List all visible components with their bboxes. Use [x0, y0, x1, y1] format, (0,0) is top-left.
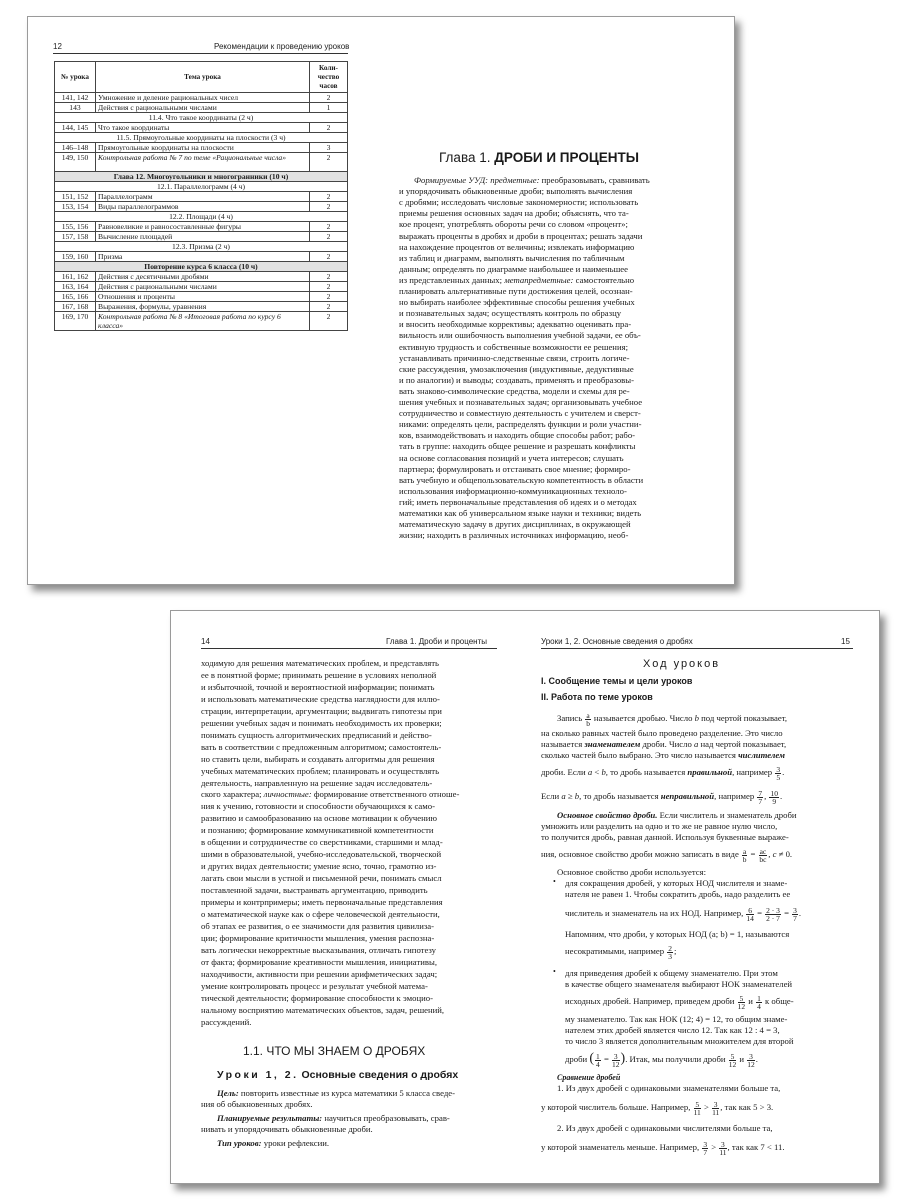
text-line: тать в группе: находить общее решение и разрешать конфликты — [399, 441, 636, 452]
cell-heading: 11.5. Прямоугольные координаты на плоскости (3 ч) — [55, 133, 348, 143]
cell-topic: Что такое координаты — [96, 123, 310, 133]
table-row — [55, 232, 348, 242]
cell-topic: Прямоугольные координаты на плоскости — [96, 143, 310, 153]
comparison-example-1: у которой числитель больше. Например, $\frac{5}{11}$ > $\frac{3}{11}$ , так как 5 > 3. — [541, 1099, 774, 1117]
table-row — [55, 312, 348, 331]
cell-hours: 3 — [310, 143, 348, 153]
cell-topic: Контрольная работа № 8 «Итоговая работа по курсу 6 класса» — [96, 312, 310, 331]
text-line: данным; определять по диаграмме наибольшее и наименьшее — [399, 263, 629, 274]
cell-hours: 2 — [310, 292, 348, 302]
header-rule — [541, 648, 853, 649]
cell-number: 169, 170 — [55, 312, 96, 331]
text-line: партнера; формулировать и отстаивать свое мнение; формиро- — [399, 463, 631, 474]
text-line: об этапах ее развития, о ее значимости для развития цивилиза- — [201, 920, 435, 931]
header-rule — [53, 53, 348, 54]
text-line: на нахождение процентов от величины; извлекать информацию — [399, 241, 635, 252]
text-line: ции; формирование критичности мышления, умения распозна- — [201, 932, 435, 943]
text-line: ее в понятной форме; принимать решение в условиях неполной — [201, 669, 437, 680]
text-line: вать учебную и общепользовательскую компетентность в области — [399, 474, 644, 485]
comparison-rule-2: 2. Из двух дробей с одинаковыми числителями больше та, — [557, 1123, 773, 1133]
cell-hours: 2 — [310, 302, 348, 312]
table-row — [55, 153, 348, 172]
page-12 — [28, 17, 381, 584]
cell-topic: Действия с рациональными числами — [96, 103, 310, 113]
table-row — [55, 143, 348, 153]
cell-topic: Призма — [96, 252, 310, 262]
cell-hours: 2 — [310, 312, 348, 331]
table-row — [55, 222, 348, 232]
text-line: вильность или ошибочность выполнения учебной задачи, ее объ- — [399, 330, 641, 341]
text-line: жизни; находить в различных источниках информацию, необ- — [399, 530, 629, 541]
text-line: с дробями; исследовать числовые закономерности; использовать — [399, 197, 639, 208]
results-line: Планируемые результаты: научиться преобразовывать, срав- — [217, 1113, 450, 1123]
table-section-row — [55, 182, 348, 192]
text-line: вать знаково-символические средства, модели и схемы для ре- — [399, 385, 630, 396]
cell-heading: 12.2. Площади (4 ч) — [55, 212, 348, 222]
proper-fraction-line: дроби. Если a < b, то дробь называется правильной, например $\frac{3}{5}$ . — [541, 764, 785, 782]
cell-heading: 11.4. Что такое координаты (2 ч) — [55, 113, 348, 123]
page-14 — [171, 611, 525, 1183]
top-book-spread — [27, 16, 735, 585]
cell-topic: Параллелограмм — [96, 192, 310, 202]
cell-number: 159, 160 — [55, 252, 96, 262]
text-line: приемы решения основных задач на дроби; объяснять, что та- — [399, 208, 629, 219]
cell-hours: 2 — [310, 202, 348, 212]
text-line: вать в соответствии с предложенным алгоритмом; самостоятель- — [201, 741, 442, 752]
text-line: находчивости, активности при решении арифметических задач; — [201, 968, 438, 979]
text-line: умение контролировать процесс и результат учебной матема- — [201, 980, 428, 991]
cell-hours: 2 — [310, 153, 348, 172]
cell-topic: Действия с десятичными дробями — [96, 272, 310, 282]
cell-heading: Глава 12. Многоугольники и многогранники (10 ч) — [55, 172, 348, 182]
text-line: никами: определять цели, распределять функции и роли участни- — [399, 419, 642, 430]
fraction-a-over-b: $\frac{a}{b}$ — [586, 710, 590, 728]
table-row — [55, 202, 348, 212]
comparison-example-2: у которой знаменатель меньше. Например, $\frac{3}{7}$ > $\frac{3}{11}$ , так как 7 < 11. — [541, 1139, 785, 1157]
reduce-line-1: для сокращения дробей, у которых НОД числителя и знаме- — [565, 878, 788, 888]
text-line: шими в образовательной, учебно-исследовательской, творческой — [201, 849, 442, 860]
basic-property-line-2: умножить или разделить на одно и то же не равное нулю число, — [541, 821, 778, 831]
text-line: ков, взаимодействовать и находить общие способы работ; рабо- — [399, 430, 636, 441]
bullet-icon: • — [553, 877, 556, 886]
table-row — [55, 192, 348, 202]
cell-number: 149, 150 — [55, 153, 96, 172]
text-line: примеры и контрпримеры; иметь первоначальные представления — [201, 897, 443, 907]
cell-topic: Умножение и деление рациональных чисел — [96, 93, 310, 103]
text-line: поставленной задачи, выстраивать аргументацию, приводить — [201, 885, 428, 896]
text-line: ективную трудность и собственные возможности ее решения; — [399, 341, 629, 352]
basic-property-line-1: Основное свойство дроби. Если числитель и знаменатель дроби — [557, 810, 797, 820]
text-line: лагать свои мысли в устной и письменной речи, понимать смысл — [201, 873, 442, 884]
cell-heading: 12.1. Параллелограмм (4 ч) — [55, 182, 348, 192]
text-line: нальному восприятию математических объектов, задач, решений, — [201, 1004, 445, 1015]
text-line: ского характера; личностные: формирование ответственного отноше- — [201, 789, 460, 800]
text-line: понимать сущность алгоритмических предписаний и действо- — [201, 729, 432, 740]
chapter-prefix: Глава 1. — [439, 150, 491, 165]
text-line: решении учебных задач и понимать необходимость их проверки; — [201, 717, 442, 728]
common-denominator-line-7: дроби ( $\frac{1}{4}$ = $\frac{3}{12}$ ). Итак, мы получили дроби $\frac{5}{12}$ и $\frac{3}{12}$ . — [565, 1051, 758, 1069]
text-line: на основе согласования позиций и учета интересов; слушать — [399, 452, 624, 463]
cell-hours: 2 — [310, 222, 348, 232]
text-line: математики как об универсальном языке науки и техники; видеть — [399, 508, 642, 518]
comparison-rule-1: 1. Из двух дробей с одинаковыми знаменателями больше та, — [557, 1083, 781, 1093]
text-line: о математической науке как о сфере человеческой деятельности, — [201, 908, 440, 919]
reduce-line-4: Напомним, что дроби, у которых НОД (a; b) = 1, называются — [565, 929, 790, 939]
table-chapter-row — [55, 262, 348, 272]
table-row — [55, 103, 348, 113]
common-denominator-line-5: нателем этих дробей является число 12. Так как 12 : 4 = 3, — [565, 1025, 780, 1035]
lesson-flow-title: Ход уроков — [643, 658, 721, 670]
text-line: и других видах деятельности; умение ясно, точно, грамотно из- — [201, 861, 437, 872]
section-title: 1.1. ЧТО МЫ ЗНАЕМ О ДРОБЯХ — [243, 1044, 426, 1058]
table-row — [55, 302, 348, 312]
lesson-prefix: Уроки 1, 2. — [217, 1069, 299, 1081]
reduce-line-2: нателя не равен 1. Чтобы сократить дробь, надо разделить ее — [565, 889, 791, 899]
cell-number: 163, 164 — [55, 282, 96, 292]
bottom-book-spread — [170, 610, 880, 1184]
stage-1-heading: I. Сообщение темы и цели уроков — [541, 676, 693, 686]
text-line: сотрудничество и совместную деятельность с учителем и сверст- — [399, 408, 641, 419]
text-line: страции, интерпретации, аргументации; выдвигать гипотезы при — [201, 705, 442, 716]
text-line: ские рассуждения, умозаключения (индуктивные, дедуктивные — [399, 363, 634, 374]
text-line: кое процент, употреблять обороты речи со словом «процент»; — [399, 219, 628, 230]
cell-topic: Виды параллелограммов — [96, 202, 310, 212]
table-row — [55, 272, 348, 282]
page-number: 14 — [201, 637, 210, 646]
cell-hours: 2 — [310, 272, 348, 282]
text-line: и использовать математические средства наглядности для иллю- — [201, 693, 440, 704]
text-line: тической деятельности; формирование способности к эмоцио- — [201, 992, 433, 1003]
property-usage-intro: Основное свойство дроби используется: — [557, 867, 706, 877]
basic-property-line-4: ния, основное свойство дроби можно записать в виде $\frac{a}{b}$ = $\frac{ac}{bc}$ , c ≠ 0. — [541, 846, 793, 864]
stage-2-heading: II. Работа по теме уроков — [541, 692, 653, 702]
cell-hours: 1 — [310, 103, 348, 113]
text-line: и по аналогии) и выводы; создавать, применять и преобразовы- — [399, 374, 634, 385]
improper-fraction-line: Если a ≥ b, то дробь называется неправильной, например $\frac{7}{7}$ , $\frac{10}{9}$ . — [541, 788, 783, 806]
table-section-row — [55, 212, 348, 222]
header-rule — [201, 648, 497, 649]
text-line: из представленных данных; метапредметные: самостоятельно — [399, 274, 635, 285]
table-row — [55, 123, 348, 133]
basic-property-line-3: то получится дробь, равная данной. Используя буквенные выраже- — [541, 832, 789, 842]
text-line: вать логически некорректные высказывания, отличать гипотезу — [201, 944, 437, 955]
text-line: математическую задачу в других дисциплинах, в окружающей — [399, 519, 631, 530]
col-header-hours: Коли- чество часов — [310, 62, 348, 93]
common-denominator-line-3: исходных дробей. Например, приведем дроби $\frac{5}{12}$ и $\frac{1}{4}$ к обще- — [565, 993, 794, 1011]
text-line: планировать альтернативные пути достижения целей, осознан- — [399, 286, 633, 296]
text-line: выражать проценты в дробях и дроби в процентах; решать задачи — [399, 230, 643, 241]
type-line: Тип уроков: уроки рефлексии. — [217, 1138, 330, 1148]
cell-heading: Повторение курса 6 класса (10 ч) — [55, 262, 348, 272]
cell-topic: Контрольная работа № 7 по теме «Рациональные числа» — [96, 153, 310, 172]
cell-number: 153, 154 — [55, 202, 96, 212]
text-line: и познавательных задач; осуществлять контроль по образцу — [399, 308, 622, 319]
definition-line-3: называется знаменателем дроби. Число a над чертой показывает, — [541, 739, 787, 749]
common-denominator-line-4: му знаменателю. Так как НОК (12; 4) = 12, то общим знаме- — [565, 1014, 788, 1024]
page-13 — [381, 17, 734, 584]
definition-line-1: Запись $\frac{a}{b}$ называется дробью. Число b под чертой показывает, — [557, 710, 788, 728]
reduce-line-5: несократимыми, например $\frac{2}{3}$ ; — [565, 943, 677, 961]
text-line: рассуждений. — [201, 1016, 252, 1027]
cell-number: 161, 162 — [55, 272, 96, 282]
page-number: 12 — [53, 42, 62, 51]
definition-line-4: сколько частей было выбрано. Это число называется числителем — [541, 750, 785, 760]
page-number: 15 — [841, 637, 850, 646]
cell-number: 151, 152 — [55, 192, 96, 202]
running-head: Глава 1. Дроби и проценты — [386, 637, 488, 646]
cell-number: 157, 158 — [55, 232, 96, 242]
table-section-row — [55, 133, 348, 143]
text-line: и упорядочивать обыкновенные дроби; выполнять вычисления — [399, 186, 633, 197]
running-head: Уроки 1, 2. Основные сведения о дробях — [541, 637, 693, 646]
text-line: но ставить цели, выбирать и создавать алгоритмы для решения — [201, 753, 435, 764]
goal-line: Цель: повторить известные из курса математики 5 класса сведе- — [217, 1088, 455, 1098]
cell-number: 167, 168 — [55, 302, 96, 312]
cell-heading: 12.3. Призма (2 ч) — [55, 242, 348, 252]
cell-number: 165, 166 — [55, 292, 96, 302]
cell-hours: 2 — [310, 252, 348, 262]
cell-topic: Равновеликие и равносоставленные фигуры — [96, 222, 310, 232]
running-head: Рекомендации к проведению уроков — [214, 42, 350, 51]
text-line: из таблиц и диаграмм, выполнять вычисления по табличным — [399, 252, 625, 263]
lesson-title: Основные сведения о дробях — [301, 1069, 459, 1081]
text-line: от факта; формирование креативности мышления, инициативы, — [201, 956, 437, 967]
cell-topic: Выражения, формулы, уравнения — [96, 302, 310, 312]
cell-number: 141, 142 — [55, 93, 96, 103]
table-row — [55, 93, 348, 103]
chapter-title: ДРОБИ И ПРОЦЕНТЫ — [494, 150, 639, 165]
cell-number: 143 — [55, 103, 96, 113]
common-denominator-line-2: в качестве общего знаменателя выбирают НОК знаменателей — [565, 979, 793, 989]
cell-hours: 2 — [310, 282, 348, 292]
comparison-title: Сравнение дробей — [557, 1073, 621, 1082]
text-line: но выбирать наиболее эффективные способы решения учебных — [399, 297, 635, 308]
text-line: и познанию; формирование коммуникативной компетентности — [201, 825, 434, 836]
col-header-number: № урока — [55, 62, 96, 93]
table-chapter-row — [55, 172, 348, 182]
table-row — [55, 282, 348, 292]
chapter-heading — [439, 150, 639, 165]
cell-number: 144, 145 — [55, 123, 96, 133]
text-line: ходимую для решения математических проблем, и представлять — [201, 658, 439, 668]
text-line: в общении и сотрудничестве со сверстниками, старшими и млад- — [201, 837, 443, 848]
text-line: деятельность, направленную на решение задач исследователь- — [201, 777, 433, 788]
cell-topic: Отношения и проценты — [96, 292, 310, 302]
col-header-topic: Тема урока — [96, 62, 310, 93]
lesson-plan-table — [54, 61, 348, 331]
lesson-heading — [217, 1069, 458, 1081]
text-line: ния к учению, готовности и способности обучающихся к само- — [201, 801, 436, 812]
text-line: учебных математических проблем; планировать и осуществлять — [201, 765, 440, 776]
cell-hours: 2 — [310, 232, 348, 242]
common-denominator-line-1: для приведения дробей к общему знаменателю. При этом — [565, 968, 778, 978]
text-line: шения учебных и познавательных задач; организовывать учебное — [399, 397, 643, 407]
text-line: развитию и самообразованию на основе мотивации к обучению — [201, 813, 437, 824]
table-section-row — [55, 242, 348, 252]
reduce-line-3: числитель и знаменатель на их НОД. Например, $\frac{6}{14}$ = $\frac{2 \cdot 3}{2 \cdot 7}$ = $\frac{3}{7}$ . — [565, 905, 802, 923]
results-line-2: нивать и упорядочивать обыкновенные дроби. — [201, 1124, 373, 1134]
cell-hours: 2 — [310, 123, 348, 133]
text-line: устанавливать причинно-следственные связи, строить логиче- — [399, 352, 630, 363]
text-line: использования информационно-коммуникационных техноло- — [399, 485, 627, 496]
text-line: и вносить необходимые коррективы; адекватно оценивать пра- — [399, 319, 632, 330]
common-denominator-line-6: то число 3 является дополнительным множителем для второй — [565, 1036, 794, 1046]
cell-topic: Вычисление площадей — [96, 232, 310, 242]
bullet-icon: • — [553, 967, 556, 976]
text-line: гий; иметь первоначальные представления об идеях и о методах — [399, 496, 637, 507]
cell-hours: 2 — [310, 93, 348, 103]
table-row — [55, 292, 348, 302]
page-15 — [525, 611, 879, 1183]
table-header-row — [55, 62, 348, 93]
text-line: и избыточной, точной и вероятностной информации; понимать — [201, 681, 435, 692]
table-section-row — [55, 113, 348, 123]
text-line: Формируемые УУД: предметные: преобразовывать, сравнивать — [414, 175, 650, 185]
cell-number: 146–148 — [55, 143, 96, 153]
cell-number: 155, 156 — [55, 222, 96, 232]
cell-topic: Действия с рациональными числами — [96, 282, 310, 292]
table-row — [55, 252, 348, 262]
cell-hours: 2 — [310, 192, 348, 202]
goal-line-2: ния об обыкновенных дробях. — [201, 1099, 313, 1109]
definition-line-2: на сколько равных частей было проведено разделение. Это число — [541, 728, 783, 738]
